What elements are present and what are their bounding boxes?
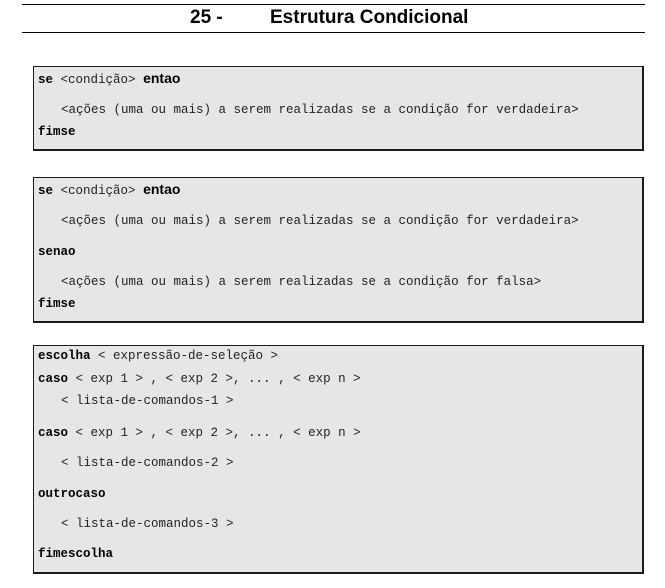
- code-line-senao: [38, 245, 76, 259]
- keyword-senao: senao: [38, 245, 76, 259]
- code-line-se: [38, 181, 180, 198]
- code-line-fimse: [38, 125, 76, 139]
- code-block-se-entao: [33, 66, 644, 151]
- code-line-se: [38, 70, 180, 87]
- keyword-fimescolha: fimescolha: [38, 547, 114, 561]
- keyword-se: se: [38, 73, 54, 87]
- code-line-acoes: <ações (uma ou mais) a serem realizadas se a condição for verdadeira>: [61, 103, 579, 117]
- keyword-outrocaso: outrocaso: [38, 487, 106, 501]
- section-header: [22, 4, 645, 33]
- code-line-acoes-false: <ações (uma ou mais) a serem realizadas se a condição for falsa>: [61, 275, 542, 289]
- code-line-caso-2: caso < exp 1 > , < exp 2 >, ... , < exp n >: [38, 426, 361, 440]
- condition-placeholder: <condição>: [60, 184, 136, 198]
- code-line-cmds-3: < lista-de-comandos-3 >: [61, 517, 234, 531]
- code-line-cmds-2: < lista-de-comandos-2 >: [61, 456, 234, 470]
- code-line-fimescolha: [38, 547, 113, 561]
- keyword-fimse: fimse: [38, 297, 76, 311]
- code-line-escolha: [38, 349, 278, 363]
- code-block-se-senao: [33, 177, 644, 323]
- code-line-cmds-1: < lista-de-comandos-1 >: [61, 394, 234, 408]
- selection-expression: < expressão-de-seleção >: [98, 349, 279, 363]
- keyword-caso: caso: [38, 372, 69, 386]
- keyword-entao: entao: [143, 70, 181, 86]
- section-number: 25 -: [190, 7, 223, 28]
- keyword-entao: entao: [143, 181, 181, 197]
- keyword-caso: caso: [38, 426, 69, 440]
- keyword-se: se: [38, 184, 54, 198]
- section-title: Estrutura Condicional: [270, 7, 469, 28]
- code-line-caso-1: caso < exp 1 > , < exp 2 >, ... , < exp n >: [38, 372, 361, 386]
- code-line-fimse: [38, 297, 76, 311]
- keyword-fimse: fimse: [38, 125, 76, 139]
- keyword-escolha: escolha: [38, 349, 91, 363]
- code-line-acoes-true: <ações (uma ou mais) a serem realizadas se a condição for verdadeira>: [61, 214, 579, 228]
- code-block-escolha: [33, 345, 644, 574]
- code-line-outrocaso: [38, 487, 106, 501]
- condition-placeholder: <condição>: [60, 73, 136, 87]
